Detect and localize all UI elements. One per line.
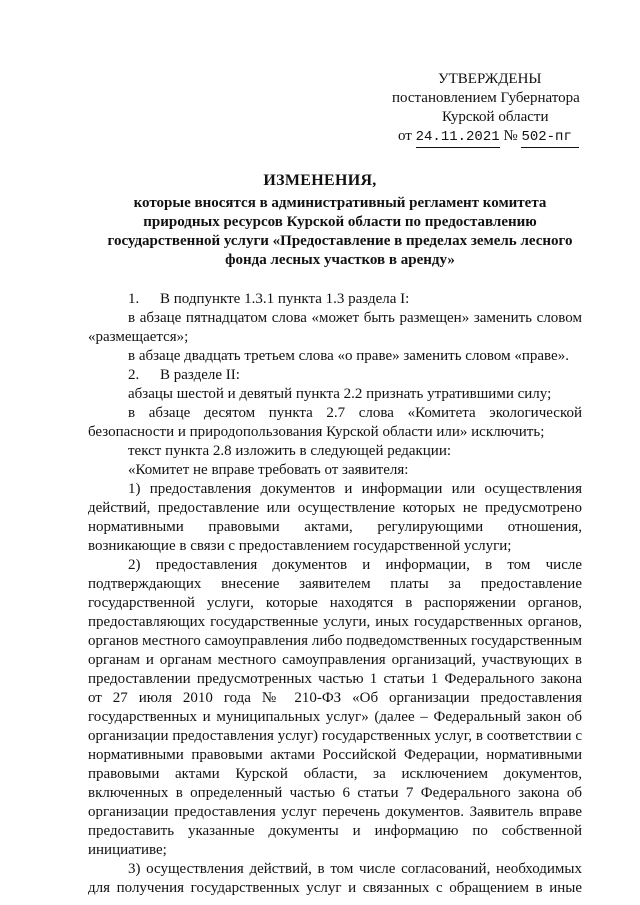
item-number: 2. — [128, 367, 140, 383]
approval-region: Курской области — [442, 109, 549, 125]
paragraph-1 — [88, 290, 582, 309]
paragraph-text: В подпункте 1.3.1 пункта 1.3 раздела I: — [160, 291, 410, 307]
paragraph-7: текст пункта 2.8 изложить в следующей редакции: — [128, 443, 452, 459]
item-number: 1. — [128, 291, 140, 307]
paragraph-10: 2) предоставления документов и информации, в том числе подтверждающих внесение заявителем платы за предоставление государственной услуги, которые находятся в распоряжении органов, предоставляющих государственные услуги, иных государственных органов, органов местного самоуправления либо подведомственных государственным органам и органам местного самоуправления организаций, участвующих в предоставлении предусмотренных частью 1 статьи 1 Федерального закона от 27 июля 2010 года № 210-ФЗ «Об организации предоставления государственных и муниципальных услуг» (далее – Федеральный закон об организации предоставления услуг) государственных услуг, в соответствии с нормативными правовыми актами Российской Федерации, нормативными правовыми актами Курской области, за исключением документов, включенных в определенный частью 6 статьи 7 Федерального закона об организации предоставления услуг перечень документов. Заявитель вправе предоставить указанные документы и информацию по собственной инициативе; — [88, 557, 582, 858]
paragraph-5: абзацы шестой и девятый пункта 2.2 признать утратившими силу; — [128, 386, 552, 402]
paragraph-6: в абзаце десятом пункта 2.7 слова «Комитета экологической безопасности и природопользования Курской области или» исключить; — [88, 405, 582, 440]
paragraph-9: 1) предоставления документов и информации или осуществления действий, предоставление или осуществление которых не предусмотрено нормативными правовыми актами, регулирующими отношения, возникающие в связи с предоставлением государственной услуги; — [88, 481, 582, 554]
paragraph-11: 3) осуществления действий, в том числе согласований, необходимых для получения государственных услуг и связанных с обращением в иные — [88, 861, 582, 896]
approval-stamp: УТВЕРЖДЕНЫ — [438, 71, 542, 87]
paragraph-2: в абзаце пятнадцатом слова «может быть размещен» заменить словом «размещается»; — [88, 310, 582, 345]
approval-resolution: постановлением Губернатора — [392, 90, 580, 106]
paragraph-3: в абзаце двадцать третьем слова «о праве» заменить словом «праве». — [128, 348, 569, 364]
document-body — [88, 290, 582, 898]
document-subtitle: которые вносятся в административный регламент комитета природных ресурсов Курской области по предоставлению государственной услуги «Предоставление в пределах земель лесного фонда лесных участков в аренду» — [107, 195, 573, 268]
approval-date-number — [398, 127, 579, 148]
date-prefix: от — [398, 128, 412, 144]
paragraph-4 — [88, 366, 582, 385]
paragraph-8: «Комитет не вправе требовать от заявителя: — [128, 462, 409, 478]
approval-date: 24.11.2021 — [416, 128, 500, 148]
paragraph-text: В разделе II: — [160, 367, 240, 383]
document-title: ИЗМЕНЕНИЯ, — [263, 172, 377, 189]
number-prefix: № — [503, 128, 518, 144]
approval-number: 502-пг — [521, 128, 579, 148]
